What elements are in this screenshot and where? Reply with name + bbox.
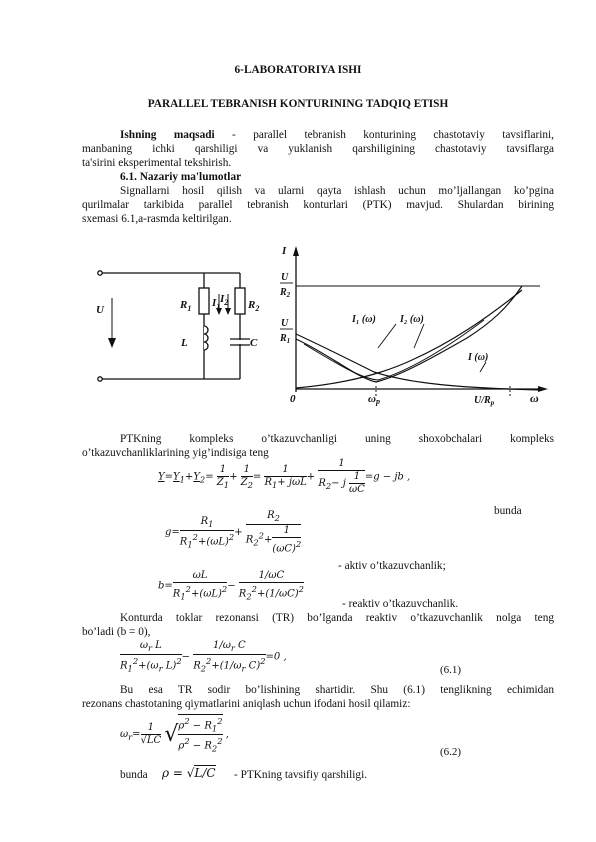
graph-y-label: I <box>282 245 287 257</box>
page-title: 6-LABORATORIYA ISHI <box>234 64 362 76</box>
conductance-line-1: PTKning kompleks o’tkazuvchanligi uning shoxobchalari kompleks <box>120 433 554 445</box>
label-r1-den: $R_1$ <box>280 333 291 345</box>
label-omega-p: ωp <box>368 393 380 406</box>
bunda-label-2: bunda <box>120 769 148 781</box>
label-l: L <box>181 337 188 349</box>
purpose-line-1 <box>120 128 554 142</box>
label-i2: $I_2$ <box>220 293 229 307</box>
label-c: C <box>250 337 258 349</box>
equation-rho: ρ = √L/C <box>162 766 216 780</box>
purpose-label: Ishning maqsadi <box>120 129 215 141</box>
curve-i1 <box>296 334 540 390</box>
equation-number-6-1: (6.1) <box>440 664 462 676</box>
figure-6-1 <box>82 236 554 418</box>
label-u-mid: U <box>281 318 289 329</box>
curve-i-total-2 <box>304 320 484 380</box>
condition-line-2: rezonans chastotaning qiymatlarini aniqlash uchun ifodani hosil qilamiz: <box>82 698 411 710</box>
purpose-text-1: - parallel tebranish konturining chastotaviy tavsiflarini, <box>232 129 555 141</box>
equation-6-1: $\frac{\omega_r L}{R_1^2+(\omega_r L)^2}$ − $\frac{1/\omega_r C}{R_2^2+(1/\omega_r C)^2}$ =0 , <box>120 640 287 674</box>
purpose-line-2: manbaning ichki qarshiligi va yuklanish qarshiligining chastotaviy tavsiflarga <box>82 143 554 155</box>
resonance-line-1: Konturda toklar rezonansi (TR) bo’lganda reaktiv o’tkazuvchanlik nolga teng <box>120 612 554 624</box>
intro-line-3: sxemasi 6.1,a-rasmda keltirilgan. <box>82 213 232 225</box>
circuit-diagram <box>98 271 250 381</box>
bunda-label-1: bunda <box>494 505 522 517</box>
label-r2: $R_2$ <box>248 299 260 313</box>
inductor-l <box>204 326 208 350</box>
intro-line-1: Signallarni hosil qilish va ularni qayta ishlash uchun mo’ljallangan ko’pgina <box>120 185 554 197</box>
reactive-conductance-desc: - reaktiv o’tkazuvchanlik. <box>342 598 459 610</box>
graph-origin: 0 <box>290 393 296 405</box>
resistor-r2 <box>235 288 245 314</box>
conductance-line-2: o’tkazuvchanliklarining yig’indisiga teng <box>82 447 269 459</box>
label-curve-i2: I₂ (ω) <box>400 314 424 325</box>
label-u-top: U <box>281 272 289 283</box>
label-i1: $I_1$ <box>212 297 221 311</box>
equation-admittance: $Y=Y_1+Y_2=$ $\frac{1}{Z_1}$ + $\frac{1}{Z_2}$ = $\frac{1}{R_1+ j\omega L}$ + 1 $R_2- j$ $\frac{1}{\omega C}$ =g − jb , <box>158 458 411 495</box>
equation-6-2: $\omega_r=$ $\frac{1}{√LC}$ √ $\frac{\rho^2 - R_1^2}{\rho^2 - R_2^2}$ , <box>120 716 229 754</box>
label-curve-i: I (ω) <box>468 352 489 363</box>
label-u-rp: $U/R_p$ <box>474 395 495 407</box>
label-r1: $R_1$ <box>180 299 192 313</box>
condition-line-1: Bu esa TR sodir bo’lishining shartidir. Shu (6.1) tenglikning echimidan <box>120 684 554 696</box>
label-u: U <box>96 304 104 316</box>
equation-number-6-2: (6.2) <box>440 746 462 758</box>
page-subtitle: PARALLEL TEBRANISH KONTURINING TADQIQ ETISH <box>147 98 449 110</box>
label-r2-den: $R_2$ <box>280 287 291 299</box>
active-conductance-desc: - aktiv o’tkazuvchanlik; <box>338 560 446 572</box>
resonance-line-2: bo’ladi (b = 0), <box>82 626 151 638</box>
graph-x-label: ω <box>530 391 539 405</box>
section-heading: 6.1. Nazariy ma'lumotlar <box>120 171 242 183</box>
curve-i2 <box>296 290 522 388</box>
input-terminal-top <box>98 271 102 275</box>
purpose-line-3: ta'sirini eksperimental tekshirish. <box>82 157 232 169</box>
resistor-r1 <box>199 288 209 314</box>
equation-reactive-conductance: b= $\frac{\omega L}{R_1^2+(\omega L)^2}$ − $\frac{1/\omega C}{R_2^2+(1/\omega C)^2}$ <box>158 570 304 602</box>
input-terminal-bottom <box>98 377 102 381</box>
intro-line-2: qurilmalar tarkibida parallel tebranish konturlari (PTK) mavjud. Shulardan birining <box>82 199 554 211</box>
rho-desc: - PTKning tavsifiy qarshiligi. <box>234 769 368 781</box>
equation-active-conductance: g= $\frac{R_1}{R_1^2+(\omega L)^2}$ + $R_2$ $R_2^2+$ $\frac{1}{(\omega C)^2}$ <box>165 510 302 555</box>
label-curve-i1: I₁ (ω) <box>352 314 376 325</box>
